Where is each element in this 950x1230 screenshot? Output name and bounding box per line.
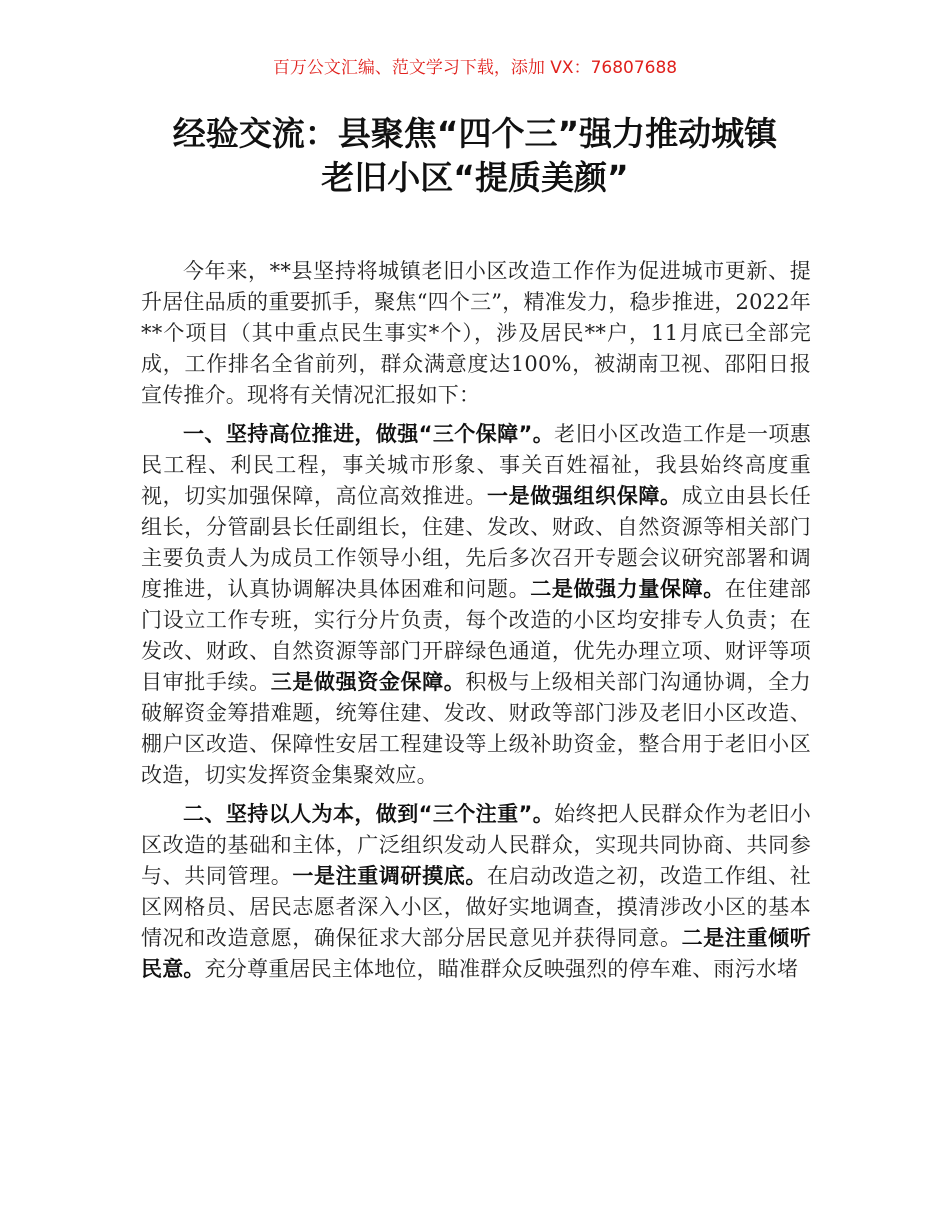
bold-heading-text: 三是做强资金保障。: [270, 670, 466, 694]
document-body: [141, 256, 811, 993]
body-text: 积极与上级相关部门沟通协调，全力破解资金筹措难题，统筹住建、发改、财政等部门涉及老旧小区改造、棚户区改造、保障性安居工程建设等上级补助资金，整合用于老旧小区改造，切实发挥资金集聚效应。: [141, 670, 811, 787]
body-text: 充分尊重居民主体地位，瞄准群众反映强烈的停车难、雨污水堵: [204, 957, 799, 981]
bold-heading-text: 一是注重调研摸底。: [292, 864, 488, 888]
page-title: [80, 112, 870, 200]
body-text: 在住建部门设立工作专班，实行分片负责，每个改造的小区均安排专人负责；在发改、财政、自然资源等部门开辟绿色通道，优先办理立项、财评等项目审批手续。: [141, 577, 811, 694]
paragraph-section-2: [141, 799, 811, 985]
bold-heading-text: 一、坚持高位推进，做强“三个保障”。: [183, 422, 555, 446]
body-text: 成立由县长任组长，分管副县长任副组长，住建、发改、财政、自然资源等相关部门主要负责人为成员工作领导小组，先后多次召开专题会议研究部署和调度推进，认真协调解决具体困难和问题。: [141, 484, 811, 601]
bold-heading-text: 二、坚持以人为本，做到“三个注重”。: [183, 802, 555, 826]
bold-heading-text: 二是做强力量保障。: [530, 577, 725, 601]
body-text: 在启动改造之初，改造工作组、社区网格员、居民志愿者深入小区，做好实地调查，摸清涉改小区的基本情况和改造意愿，确保征求大部分居民意见并获得同意。: [141, 864, 811, 950]
body-text: 今年来，**县坚持将城镇老旧小区改造工作作为促进城市更新、提升居住品质的重要抓手，聚焦“四个三”，精准发力，稳步推进，2022年**个项目（其中重点民生事实*个），涉及居民**户，11月底已全部完成，工作排名全省前列，群众满意度达100%，被湖南卫视、邵阳日报宣传推介。现将有关情况汇报如下：: [141, 259, 811, 407]
title-line-1: 经验交流：县聚焦“四个三”强力推动城镇: [172, 114, 778, 153]
watermark-banner: 百万公文汇编、范文学习下载，添加 VX：76807688: [272, 58, 678, 78]
body-text: 始终把人民群众作为老旧小区改造的基础和主体，广泛组织发动人民群众，实现共同协商、共同参与、共同管理。: [141, 802, 811, 888]
title-line-2: 老旧小区“提质美颜”: [321, 158, 629, 197]
bold-heading-text: 二是注重倾听民意。: [141, 926, 812, 981]
bold-heading-text: 一是做强组织保障。: [487, 484, 682, 508]
paragraph-section-1: [141, 419, 811, 791]
paragraph-intro: [141, 256, 811, 411]
body-text: 老旧小区改造工作是一项惠民工程、利民工程，事关城市形象、事关百姓福祉，我县始终高度重视，切实加强保障，高位高效推进。: [141, 422, 811, 508]
